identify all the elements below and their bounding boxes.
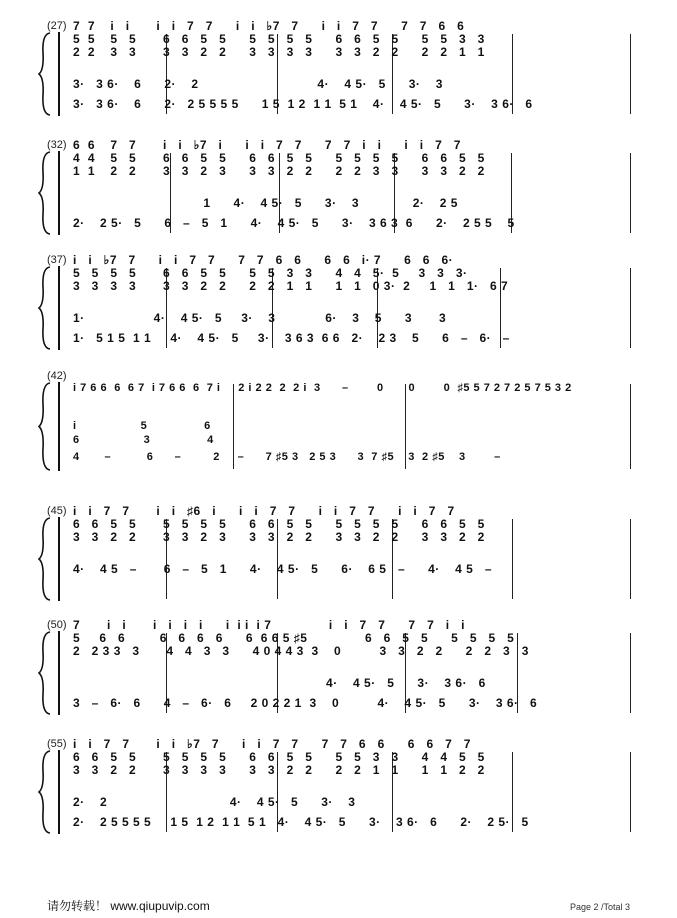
notation-row: i i 7 7 i i ♭7 7 i i 7 7 7 7 6 6 6 6 7 7 (73, 737, 471, 751)
notation-row: i i ♭7 7 i i 7 7 7 7 6 6 6 6 i· 7 6 6 6· (73, 253, 454, 267)
notation-row: 4 4 5 5 6 6 5 5 6 6 5 5 5 5 5 5 6 6 5 5 (73, 151, 485, 165)
system-brace (38, 382, 52, 471)
notation-row: 2· 2 5· 5 6 – 5 1 4· 4 5· 5 3· 3 6 3 6 2· 2 5 5 5 (73, 216, 515, 230)
score-system (0, 503, 677, 603)
notation-row: 4· 4 5· 5 3· 3 6· 6 (73, 676, 486, 690)
system-brace (38, 151, 52, 235)
score-system (0, 368, 677, 473)
bar-line (630, 519, 631, 599)
score-system (0, 736, 677, 836)
notation-row: 7 7 i i i i 7 7 i i ♭7 7 i i 7 7 7 7 6 6 (73, 19, 465, 33)
notation-row: 6 6 5 5 5 5 5 5 6 6 5 5 5 5 3 3 4 4 5 5 (73, 750, 485, 764)
notation-row: 5 5 5 5 6 6 5 5 5 5 5 5 6 6 5 5 5 5 3 3 (73, 32, 485, 46)
bar-line (630, 752, 631, 832)
system-bar (58, 631, 60, 715)
system-bar (58, 32, 60, 116)
notation-row: 3 3 2 2 3 3 3 3 3 3 2 2 2 2 1 1 1 1 2 2 (73, 763, 485, 777)
measure-number: (32) (47, 139, 67, 151)
page-indicator: Page 2 /Total 3 (569, 902, 630, 912)
notation-row: 4· 4 5 – 6 – 5 1 4· 4 5· 5 6· 6 5 – 4· 4 5 – (73, 562, 492, 576)
measure-number: (45) (47, 505, 67, 517)
notation-row: 4 – 6 – 2 – 7 ♯5 3 2 5 3 3 7 ♯5 3 2 ♯5 3 – (73, 451, 501, 463)
score-system (0, 18, 677, 118)
notation-row: 5 5 5 5 6 6 5 5 5 5 3 3 4 4 5· 5 3 3 3· (73, 266, 468, 280)
bar-line (630, 633, 631, 713)
score-system (0, 137, 677, 237)
notation-row: 2· 2 4· 4 5· 5 3· 3 (73, 795, 356, 809)
notation-row: 1 1 2 2 3 3 2 3 3 3 2 2 2 2 3 3 3 3 2 2 (73, 164, 485, 178)
bar-line (630, 268, 631, 348)
score-system (0, 252, 677, 352)
notation-row: 1· 4· 4 5· 5 3· 3 6· 3 5 3 3 (73, 311, 447, 325)
notation-row: 3· 3 6· 6 2· 2 5 5 5 5 1 5 1 2 1 1 5 1 4· 4 5· 5 3· 3 6· 6 (73, 97, 533, 111)
measure-number: (55) (47, 738, 67, 750)
notation-row: 3· 3 6· 6 2· 2 4· 4 5· 5 3· 3 (73, 77, 443, 91)
system-brace (38, 750, 52, 834)
footer-watermark: 请勿转载！ www.qiupuvip.com (47, 899, 210, 913)
system-brace (38, 517, 52, 601)
bar-line (630, 34, 631, 114)
notation-row: i 7 6 6 6 6 7 i 7 6 6 6 7 i 2 i 2 2 2 2 i 3 – 0 0 0 ♯5 5 7 2 7 2 5 7 5 3 2 (73, 382, 572, 394)
system-bar (58, 266, 60, 350)
system-bar (58, 750, 60, 834)
bar-line (630, 384, 631, 469)
notation-row: 1· 5 1 5 1 1 4· 4 5· 5 3· 3 6 3 6 6 2· 2 3 5 6 – 6· – (73, 331, 510, 345)
notation-row: 1 4· 4 5· 5 3· 3 2· 2 5 (73, 196, 458, 210)
measure-number: (42) (47, 370, 67, 382)
measure-number: (37) (47, 254, 67, 266)
system-brace (38, 631, 52, 715)
notation-row: i i 7 7 i i ♯6 i i i 7 7 i i 7 7 i i 7 7 (73, 504, 455, 518)
notation-row: 2· 2 5 5 5 5 1 5 1 2 1 1 5 1 4· 4 5· 5 3· 3 6· 6 2· 2 5· 5 (73, 815, 529, 829)
bar-line (630, 153, 631, 233)
system-bar (58, 382, 60, 471)
notation-row: 6 6 7 7 i i ♭7 i i i 7 7 7 7 i i i i 7 7 (73, 138, 461, 152)
notation-row: i 5 6 (73, 420, 211, 432)
notation-row: 6 6 5 5 5 5 5 5 6 6 5 5 5 5 5 5 6 6 5 5 (73, 517, 485, 531)
system-bar (58, 517, 60, 601)
measure-number: (27) (47, 20, 67, 32)
notation-row: 3 – 6· 6 4 – 6· 6 2 0 2 2 1 3 0 4· 4 5· 5 3· 3 6· 6 (73, 696, 538, 710)
notation-row: 5 6 6 6 6 6 6 6 6 6 5 ♯5 6 6 5 5 5 5 5 5 (73, 631, 515, 645)
score-system (0, 617, 677, 717)
bar-line (512, 519, 513, 599)
system-bar (58, 151, 60, 235)
notation-row: 2 2 3 3 3 4 4 3 3 4 0 4 4 3 3 0 3 3 2 2 2 2 3 3 (73, 644, 529, 658)
notation-row: 2 2 3 3 3 3 2 2 3 3 3 3 3 3 2 2 2 2 1 1 (73, 45, 485, 59)
system-brace (38, 32, 52, 116)
notation-row: 6 3 4 (73, 434, 214, 446)
system-brace (38, 266, 52, 350)
notation-row: 3 3 2 2 3 3 2 3 3 3 2 2 3 3 2 2 3 3 2 2 (73, 530, 485, 544)
measure-number: (50) (47, 619, 67, 631)
notation-row: 3 3 3 3 3 3 2 2 2 2 1 1 1 1 0 3· 2 1 1 1· 6 7 (73, 279, 509, 293)
notation-row: 7 i i i i i i i i i i 7 i i 7 7 7 7 i i (73, 618, 465, 632)
